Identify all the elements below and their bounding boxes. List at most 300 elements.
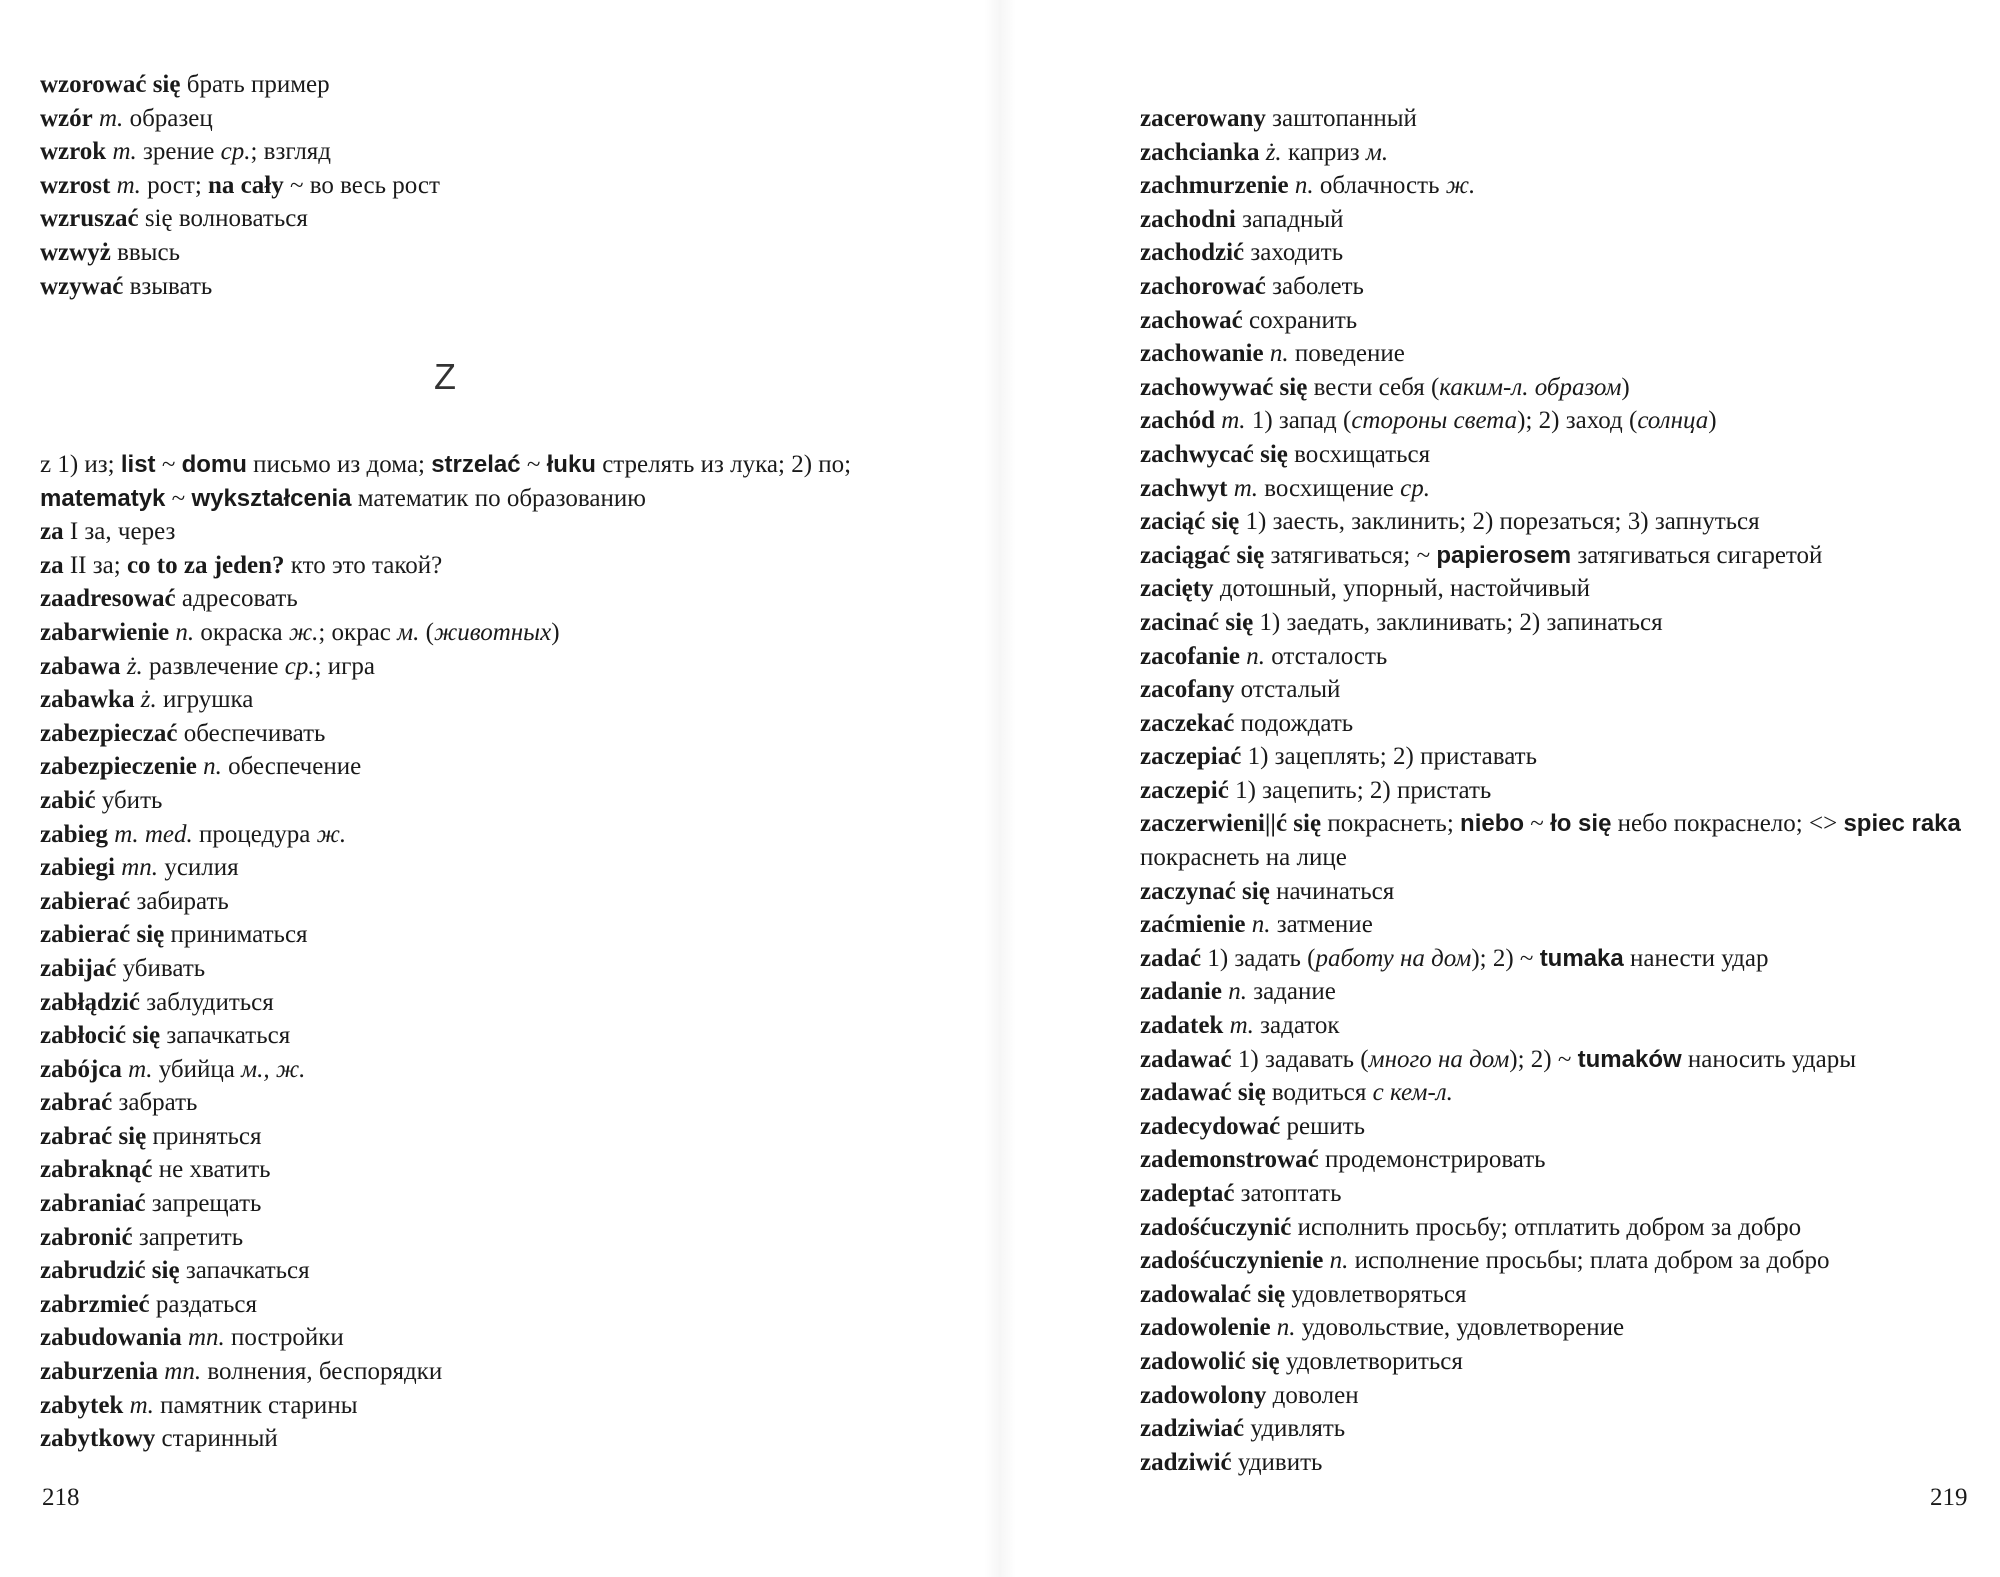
example-phrase: strzelać — [431, 451, 521, 478]
entry-text: забирать — [130, 887, 229, 915]
entry-text: математик по образованию — [351, 484, 646, 512]
dictionary-entry — [40, 1254, 880, 1288]
entry-text: 1) задать ( — [1201, 944, 1316, 972]
headword: zachwycać się — [1140, 440, 1288, 468]
entry-text: отсталость — [1264, 642, 1388, 670]
grammar-label: ż. — [1265, 138, 1282, 166]
headword: zadziwiać — [1140, 1415, 1245, 1443]
entry-text: сохранить — [1242, 306, 1358, 334]
headword: zabić — [40, 786, 96, 814]
entry-text: покраснеть на лице — [1140, 844, 1347, 872]
grammar-label: n. — [175, 618, 195, 646]
page-number: 219 — [1930, 1484, 1968, 1511]
headword: zabraniać — [40, 1190, 146, 1218]
entry-text: убийца — [152, 1055, 242, 1083]
headword: zaczepiać — [1140, 743, 1242, 771]
usage-note: стороны света — [1351, 407, 1518, 435]
dictionary-entry — [40, 1187, 880, 1221]
dictionary-entry — [1140, 975, 1975, 1009]
headword: wzrok — [40, 138, 107, 166]
headword: zachowywać się — [1140, 373, 1308, 401]
section-letter: Z — [434, 356, 456, 397]
dictionary-entry — [1140, 606, 1975, 640]
entry-text: дотошный, упорный, настойчивый — [1213, 575, 1591, 603]
entry-text: водиться — [1265, 1079, 1373, 1107]
grammar-label: m. — [129, 1391, 154, 1419]
grammar-label: mn. — [187, 1324, 225, 1352]
dictionary-entry — [1140, 572, 1975, 606]
entry-text: зрение — [136, 138, 221, 166]
dictionary-entry — [40, 1321, 880, 1355]
entry-text: 1) зацепить; 2) пристать — [1228, 776, 1492, 804]
entry-text: ; взгляд — [250, 138, 332, 166]
entry-text: памятник старины — [153, 1391, 358, 1419]
entry-text: ~ — [165, 484, 192, 512]
example-phrase: tumaka — [1539, 944, 1624, 972]
grammar-label: n. — [1276, 1314, 1296, 1342]
entry-text: ввысь — [110, 238, 180, 266]
entry-text: ); 2) ~ — [1509, 1045, 1578, 1073]
dictionary-entry — [40, 683, 880, 717]
headword: zaciąć się — [1140, 508, 1240, 536]
headword: zacerowany — [1140, 105, 1266, 132]
headword: zadawać — [1140, 1045, 1232, 1073]
dictionary-entry — [40, 270, 970, 304]
entry-text: 1) задавать ( — [1231, 1045, 1369, 1073]
dictionary-entry — [1140, 505, 1975, 539]
dictionary-entry — [1140, 1211, 1975, 1245]
headword: zadowalać się — [1140, 1280, 1286, 1308]
entry-text: ~ — [155, 451, 182, 478]
dictionary-entry — [1140, 875, 1975, 909]
example-phrase: list — [120, 451, 156, 478]
headword: zabezpieczenie — [40, 753, 197, 781]
headword: zadowolenie — [1140, 1314, 1271, 1342]
dictionary-entry — [40, 784, 880, 818]
entry-text: брать пример — [180, 71, 330, 98]
dictionary-entry — [1140, 707, 1975, 741]
dictionary-entry — [1140, 1345, 1975, 1379]
dictionary-entry — [1140, 1177, 1975, 1211]
entry-text: удовольствие, удовлетворение — [1295, 1314, 1625, 1342]
grammar-label: n. — [1294, 172, 1314, 200]
entry-text: забрать — [112, 1089, 198, 1117]
headword: zadośćuczynić — [1140, 1213, 1292, 1241]
entry-text: 1) запад ( — [1245, 407, 1352, 435]
headword: zadeptać — [1140, 1180, 1235, 1207]
entry-text: волнения, беспорядки — [201, 1358, 443, 1386]
dictionary-entry — [1140, 908, 1975, 942]
dictionary-entry — [40, 1120, 880, 1154]
entry-text: небо покраснело; <> — [1611, 810, 1844, 838]
headword: zabiegi — [40, 854, 115, 882]
entry-text: ; окрас — [318, 618, 398, 646]
grammar-label: m. — [128, 1055, 153, 1083]
entry-text: ) — [1621, 373, 1630, 401]
headword: zaczerwieni||ć się — [1140, 810, 1322, 838]
grammar-label: m. — [112, 138, 137, 166]
grammar-label: ż. — [126, 652, 143, 680]
dictionary-entry — [1140, 1412, 1975, 1446]
entry-text: раздаться — [149, 1290, 258, 1318]
headword: zabawa — [40, 652, 121, 680]
entry-text: кто это такой? — [284, 551, 443, 579]
headword: zadecydować — [1140, 1112, 1281, 1140]
example-phrase: matematyk — [40, 484, 166, 512]
usage-note: с кем-л. — [1372, 1079, 1453, 1107]
entry-text: обеспечивать — [177, 719, 326, 747]
entry-text: запачкаться — [179, 1257, 310, 1285]
entry-text: приняться — [146, 1122, 262, 1150]
entry-text: ; игра — [314, 652, 376, 680]
dictionary-entry — [40, 918, 880, 952]
entry-text: окраска — [194, 618, 289, 646]
dictionary-entry — [1140, 438, 1975, 472]
headword: zabytek — [40, 1391, 124, 1419]
headword: zabrać — [40, 1089, 113, 1117]
example-phrase: łuku — [546, 451, 596, 478]
headword: zabłądzić — [40, 988, 140, 1016]
entry-text: стрелять из лука; 2) по; — [595, 451, 852, 478]
grammar-label: m. med. — [114, 820, 193, 848]
headword: zadowolony — [1140, 1381, 1267, 1409]
entry-text: 1) зацеплять; 2) приставать — [1241, 743, 1537, 771]
dictionary-entry — [40, 1019, 880, 1053]
example-phrase: wykształcenia — [191, 484, 352, 512]
example-phrase: ło się — [1550, 810, 1612, 838]
entry-text: нанести удар — [1623, 944, 1769, 972]
dictionary-entry — [40, 952, 880, 986]
headword: wzwyż — [40, 238, 111, 266]
headword: zaćmienie — [1140, 911, 1246, 939]
entry-text: ) — [551, 618, 560, 646]
dictionary-entry — [40, 1221, 880, 1255]
entry-text: запачкаться — [160, 1022, 291, 1050]
dictionary-entry — [1140, 236, 1975, 270]
headword: zadatek — [1140, 1012, 1224, 1040]
grammar-label: m. — [116, 171, 141, 199]
grammar-label: ж. — [288, 618, 319, 646]
headword: zabijać — [40, 954, 117, 982]
entry-text: 1) заесть, заклинить; 2) порезаться; 3) запнуться — [1239, 508, 1760, 536]
entry-text: ( — [419, 618, 434, 646]
dictionary-entry — [40, 169, 970, 203]
entry-text: 1) заедать, заклинивать; 2) запинаться — [1253, 608, 1663, 636]
dictionary-entry — [1140, 404, 1975, 438]
headword: wzorować się — [40, 71, 181, 98]
dictionary-entry — [40, 818, 880, 852]
grammar-label: м., ж. — [241, 1055, 306, 1083]
headword: zadanie — [1140, 978, 1222, 1006]
headword: zabrać się — [40, 1122, 147, 1150]
headword: zaczekać — [1140, 709, 1235, 737]
entry-text: отсталый — [1234, 676, 1341, 704]
headword: wzruszać — [40, 205, 139, 233]
headword: zachować — [1140, 306, 1243, 334]
headword: zacofanie — [1140, 642, 1240, 670]
entry-text: удовлетворяться — [1285, 1280, 1467, 1308]
usage-note: животных — [433, 618, 552, 646]
entry-text: письмо из дома; — [246, 451, 432, 478]
grammar-label: m. — [99, 104, 124, 132]
dictionary-entry — [1140, 640, 1975, 674]
grammar-label: mn. — [164, 1358, 202, 1386]
headword: zabrudzić się — [40, 1257, 180, 1285]
dictionary-entry — [1140, 1278, 1975, 1312]
headword: zaburzenia — [40, 1358, 159, 1386]
usage-note: работу на дом — [1315, 944, 1472, 972]
dictionary-entry — [1140, 1311, 1975, 1345]
entry-text: задаток — [1253, 1012, 1340, 1040]
usage-note: солнца — [1637, 407, 1709, 435]
entry-text: удивить — [1231, 1448, 1323, 1476]
dictionary-entry — [40, 582, 880, 616]
dictionary-entry — [1140, 1076, 1975, 1110]
dictionary-entry — [1140, 539, 1975, 573]
entry-text: вести себя ( — [1307, 373, 1440, 401]
headword: zaciągać się — [1140, 541, 1265, 569]
dictionary-entry — [1140, 942, 1975, 976]
dictionary-entry — [40, 1086, 880, 1120]
bold-phrase: na cały — [208, 171, 284, 199]
headword: zacofany — [1140, 676, 1235, 704]
headword: zabezpieczać — [40, 719, 178, 747]
entry-text: ~ — [1524, 810, 1551, 838]
dictionary-entry — [40, 68, 970, 102]
headword: zaczepić — [1140, 776, 1229, 804]
dictionary-entry — [40, 1355, 880, 1389]
dictionary-entry — [40, 885, 880, 919]
headword: zabieg — [40, 820, 109, 848]
dictionary-entry — [1140, 1244, 1975, 1278]
headword: zacinać się — [1140, 608, 1254, 636]
dictionary-entry — [1140, 304, 1975, 338]
dictionary-entry — [40, 1053, 880, 1087]
grammar-label: m. — [1229, 1012, 1254, 1040]
entry-text: обеспечение — [221, 753, 362, 781]
example-phrase: spiec raka — [1843, 810, 1961, 838]
dictionary-entry — [40, 135, 970, 169]
entry-text: затоптать — [1234, 1180, 1342, 1207]
headword: zadowolić się — [1140, 1347, 1280, 1375]
dictionary-entry — [1140, 203, 1975, 237]
headword: zadać — [1140, 944, 1202, 972]
entry-text: каприз — [1281, 138, 1366, 166]
dictionary-entry — [40, 750, 880, 784]
entry-text: задание — [1246, 978, 1336, 1006]
entry-text: продемонстрировать — [1318, 1146, 1546, 1174]
grammar-label: ср. — [284, 652, 315, 680]
headword: zabierać — [40, 887, 131, 915]
entry-text: запрещать — [145, 1190, 262, 1218]
entry-text: z 1) из; — [40, 451, 121, 478]
entry-text: подождать — [1234, 709, 1354, 737]
entry-text: игрушка — [156, 686, 254, 714]
dictionary-entry — [1140, 1043, 1975, 1077]
headword: zachorować — [1140, 272, 1266, 300]
entry-text: решить — [1280, 1112, 1366, 1140]
entry-text: восхищаться — [1287, 440, 1431, 468]
entry-text: развлечение — [142, 652, 285, 680]
dictionary-entry — [40, 1422, 880, 1456]
dictionary-entry — [1140, 270, 1975, 304]
grammar-label: n. — [1269, 340, 1289, 368]
entry-text: поведение — [1288, 340, 1405, 368]
dictionary-entry — [40, 851, 880, 885]
grammar-label: ср. — [1400, 474, 1431, 502]
entry-text: процедура — [192, 820, 317, 848]
grammar-label: ж. — [1445, 172, 1476, 200]
usage-note: много на дом — [1368, 1045, 1510, 1073]
entry-text: II за; — [63, 551, 127, 579]
grammar-label: м. — [397, 618, 420, 646]
grammar-label: n. — [1329, 1247, 1349, 1275]
entry-text: удивлять — [1244, 1415, 1346, 1443]
entry-text: не хватить — [152, 1156, 271, 1184]
dictionary-entry — [1140, 371, 1975, 405]
entry-text: западный — [1235, 205, 1344, 233]
dictionary-entry — [1140, 1110, 1975, 1144]
entry-text: заходить — [1244, 239, 1344, 267]
entry-text: się волноваться — [138, 205, 308, 233]
headword: zachwyt — [1140, 474, 1228, 502]
right-page — [1000, 0, 2000, 1577]
entry-text: начинаться — [1269, 877, 1395, 905]
headword: zachowanie — [1140, 340, 1264, 368]
headword: zademonstrować — [1140, 1146, 1319, 1174]
headword: zadziwić — [1140, 1448, 1232, 1476]
headword: zachód — [1140, 407, 1215, 435]
dictionary-entry — [40, 236, 970, 270]
entry-text: ~ во весь рост — [283, 171, 440, 199]
dictionary-entry — [40, 515, 880, 549]
dictionary-entry — [1140, 807, 1975, 874]
grammar-label: m. — [1221, 407, 1246, 435]
usage-note: каким-л. образом — [1439, 373, 1622, 401]
dictionary-entry — [1140, 774, 1975, 808]
entry-list — [40, 448, 880, 1456]
dictionary-entry — [40, 549, 880, 583]
headword: zabytkowy — [40, 1425, 156, 1453]
dictionary-entry — [1140, 1143, 1975, 1177]
dictionary-entry — [40, 616, 880, 650]
dictionary-entry — [40, 102, 970, 136]
headword: wzrost — [40, 171, 111, 199]
headword: za — [40, 551, 64, 579]
entry-list — [1140, 102, 1975, 1479]
bold-phrase: co to za jeden? — [126, 551, 285, 579]
dictionary-entry — [1140, 102, 1975, 136]
headword: zabronić — [40, 1223, 133, 1251]
headword: zadośćuczynienie — [1140, 1247, 1324, 1275]
dictionary-entry — [1140, 169, 1975, 203]
entry-text: облачность — [1313, 172, 1446, 200]
entry-text: заболеть — [1265, 272, 1364, 300]
example-phrase: tumaków — [1577, 1045, 1682, 1073]
grammar-label: m. — [1233, 474, 1259, 502]
grammar-label: n. — [203, 753, 222, 781]
entry-text: заблудиться — [140, 988, 274, 1016]
entry-text: наносить удары — [1681, 1045, 1856, 1073]
entry-text: ~ — [520, 451, 547, 478]
page-number: 218 — [42, 1484, 80, 1511]
headword: zabarwienie — [40, 618, 170, 646]
entry-text: взывать — [123, 272, 213, 300]
headword: zachmurzenie — [1140, 172, 1289, 200]
entry-text: исполнить просьбу; отплатить добром за добро — [1291, 1213, 1802, 1241]
dictionary-entry — [40, 717, 880, 751]
headword: zabrzmieć — [40, 1290, 150, 1318]
headword: zabierać się — [40, 921, 165, 949]
headword: zachcianka — [1140, 138, 1260, 166]
entry-text: восхищение — [1258, 474, 1401, 502]
grammar-label: ж. — [316, 820, 347, 848]
dictionary-entry — [1140, 1379, 1975, 1413]
entry-text: образец — [123, 104, 213, 132]
entry-text: покраснеть; — [1321, 810, 1461, 838]
entry-text: доволен — [1266, 1381, 1359, 1409]
entry-text: адресовать — [175, 585, 298, 613]
example-phrase: domu — [181, 451, 247, 478]
example-phrase: niebo — [1460, 810, 1525, 838]
grammar-label: n. — [1251, 911, 1271, 939]
dictionary-entry — [1140, 673, 1975, 707]
entry-text: старинный — [155, 1425, 278, 1453]
entry-list — [40, 68, 970, 303]
headword: zacięty — [1140, 575, 1214, 603]
dictionary-entry — [40, 1389, 880, 1423]
dictionary-entry — [40, 1288, 880, 1322]
entry-text: затмение — [1270, 911, 1373, 939]
headword: zabraknąć — [40, 1156, 153, 1184]
entry-text: затягиваться сигаретой — [1571, 541, 1823, 569]
headword: zaadresować — [40, 585, 176, 613]
grammar-label: ż. — [140, 686, 157, 714]
dictionary-entry — [1140, 472, 1975, 506]
headword: zabójca — [40, 1055, 122, 1083]
dictionary-entry — [1140, 136, 1975, 170]
grammar-label: n. — [1228, 978, 1247, 1006]
headword: zachodzić — [1140, 239, 1245, 267]
headword: zachodni — [1140, 205, 1236, 233]
entry-text: приниматься — [164, 921, 308, 949]
entry-text: убить — [95, 786, 163, 814]
dictionary-entry — [40, 202, 970, 236]
entry-text: исполнение просьбы; плата добром за добро — [1348, 1247, 1830, 1275]
dictionary-entry — [1140, 337, 1975, 371]
headword: zabudowania — [40, 1324, 182, 1352]
grammar-label: ср. — [220, 138, 251, 166]
entry-text: ) — [1708, 407, 1717, 435]
entry-text: убивать — [116, 954, 206, 982]
dictionary-entry — [1140, 1009, 1975, 1043]
entry-text: I за, через — [63, 518, 176, 546]
dictionary-entry — [40, 1153, 880, 1187]
grammar-label: n. — [1246, 642, 1265, 670]
grammar-label: mn. — [121, 854, 159, 882]
headword: zadawać się — [1140, 1079, 1266, 1107]
headword: zaczynać się — [1140, 877, 1270, 905]
dictionary-entry — [40, 650, 880, 684]
headword: za — [40, 518, 64, 546]
dictionary-entry — [40, 448, 880, 515]
entry-text: запретить — [132, 1223, 244, 1251]
headword: zabawka — [40, 686, 135, 714]
example-phrase: papierosem — [1436, 541, 1572, 569]
entry-text: заштопанный — [1265, 105, 1417, 132]
entry-text: удовлетвориться — [1279, 1347, 1463, 1375]
dictionary-entry — [1140, 740, 1975, 774]
